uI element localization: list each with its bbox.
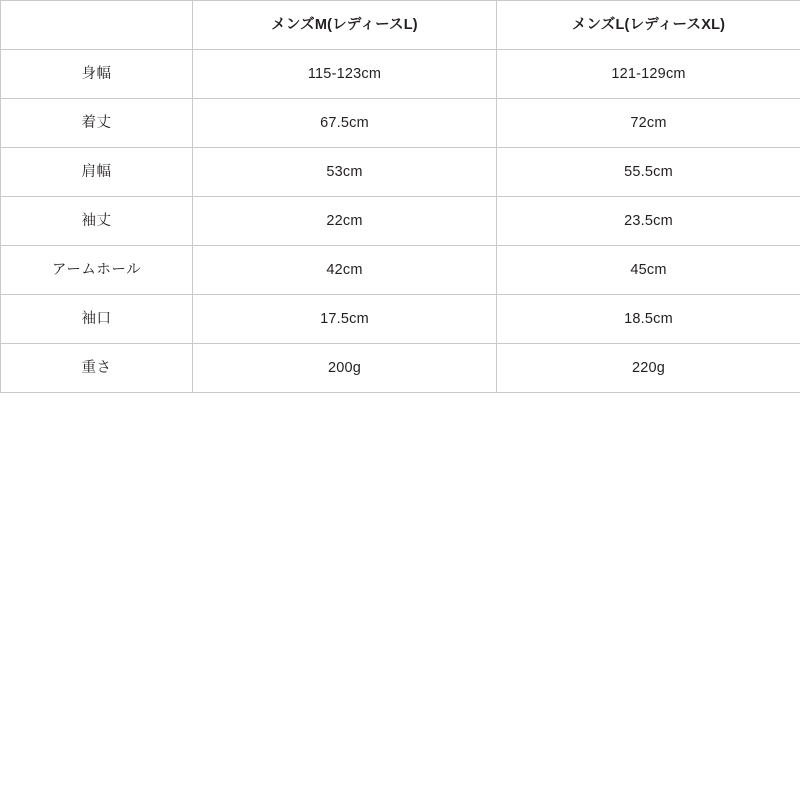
table-body bbox=[1, 50, 800, 393]
table-row bbox=[1, 148, 800, 197]
table-row bbox=[1, 246, 800, 295]
table-row bbox=[1, 197, 800, 246]
row-label-omosa: 重さ bbox=[1, 344, 193, 393]
column-header-mens-m: メンズM(レディースL) bbox=[193, 1, 497, 50]
row-label-sodetake: 袖丈 bbox=[1, 197, 193, 246]
cell-kitake-l: 72cm bbox=[497, 99, 800, 148]
size-chart-table bbox=[0, 0, 800, 393]
column-header-mens-l: メンズL(レディースXL) bbox=[497, 1, 800, 50]
cell-kitake-m: 67.5cm bbox=[193, 99, 497, 148]
cell-sodeguchi-l: 18.5cm bbox=[497, 295, 800, 344]
cell-omosa-m: 200g bbox=[193, 344, 497, 393]
row-label-armhole: アームホール bbox=[1, 246, 193, 295]
table-row bbox=[1, 344, 800, 393]
table-row bbox=[1, 99, 800, 148]
cell-armhole-m: 42cm bbox=[193, 246, 497, 295]
row-label-sodeguchi: 袖口 bbox=[1, 295, 193, 344]
table-corner-cell bbox=[1, 1, 193, 50]
cell-sodeguchi-m: 17.5cm bbox=[193, 295, 497, 344]
cell-migohaba-l: 121-129cm bbox=[497, 50, 800, 99]
row-label-katahaba: 肩幅 bbox=[1, 148, 193, 197]
table-row bbox=[1, 295, 800, 344]
table-row bbox=[1, 50, 800, 99]
cell-armhole-l: 45cm bbox=[497, 246, 800, 295]
cell-sodetake-l: 23.5cm bbox=[497, 197, 800, 246]
cell-sodetake-m: 22cm bbox=[193, 197, 497, 246]
row-label-migohaba: 身幅 bbox=[1, 50, 193, 99]
cell-katahaba-l: 55.5cm bbox=[497, 148, 800, 197]
cell-katahaba-m: 53cm bbox=[193, 148, 497, 197]
cell-omosa-l: 220g bbox=[497, 344, 800, 393]
row-label-kitake: 着丈 bbox=[1, 99, 193, 148]
table-header-row bbox=[1, 1, 800, 50]
table-header bbox=[1, 1, 800, 50]
cell-migohaba-m: 115-123cm bbox=[193, 50, 497, 99]
